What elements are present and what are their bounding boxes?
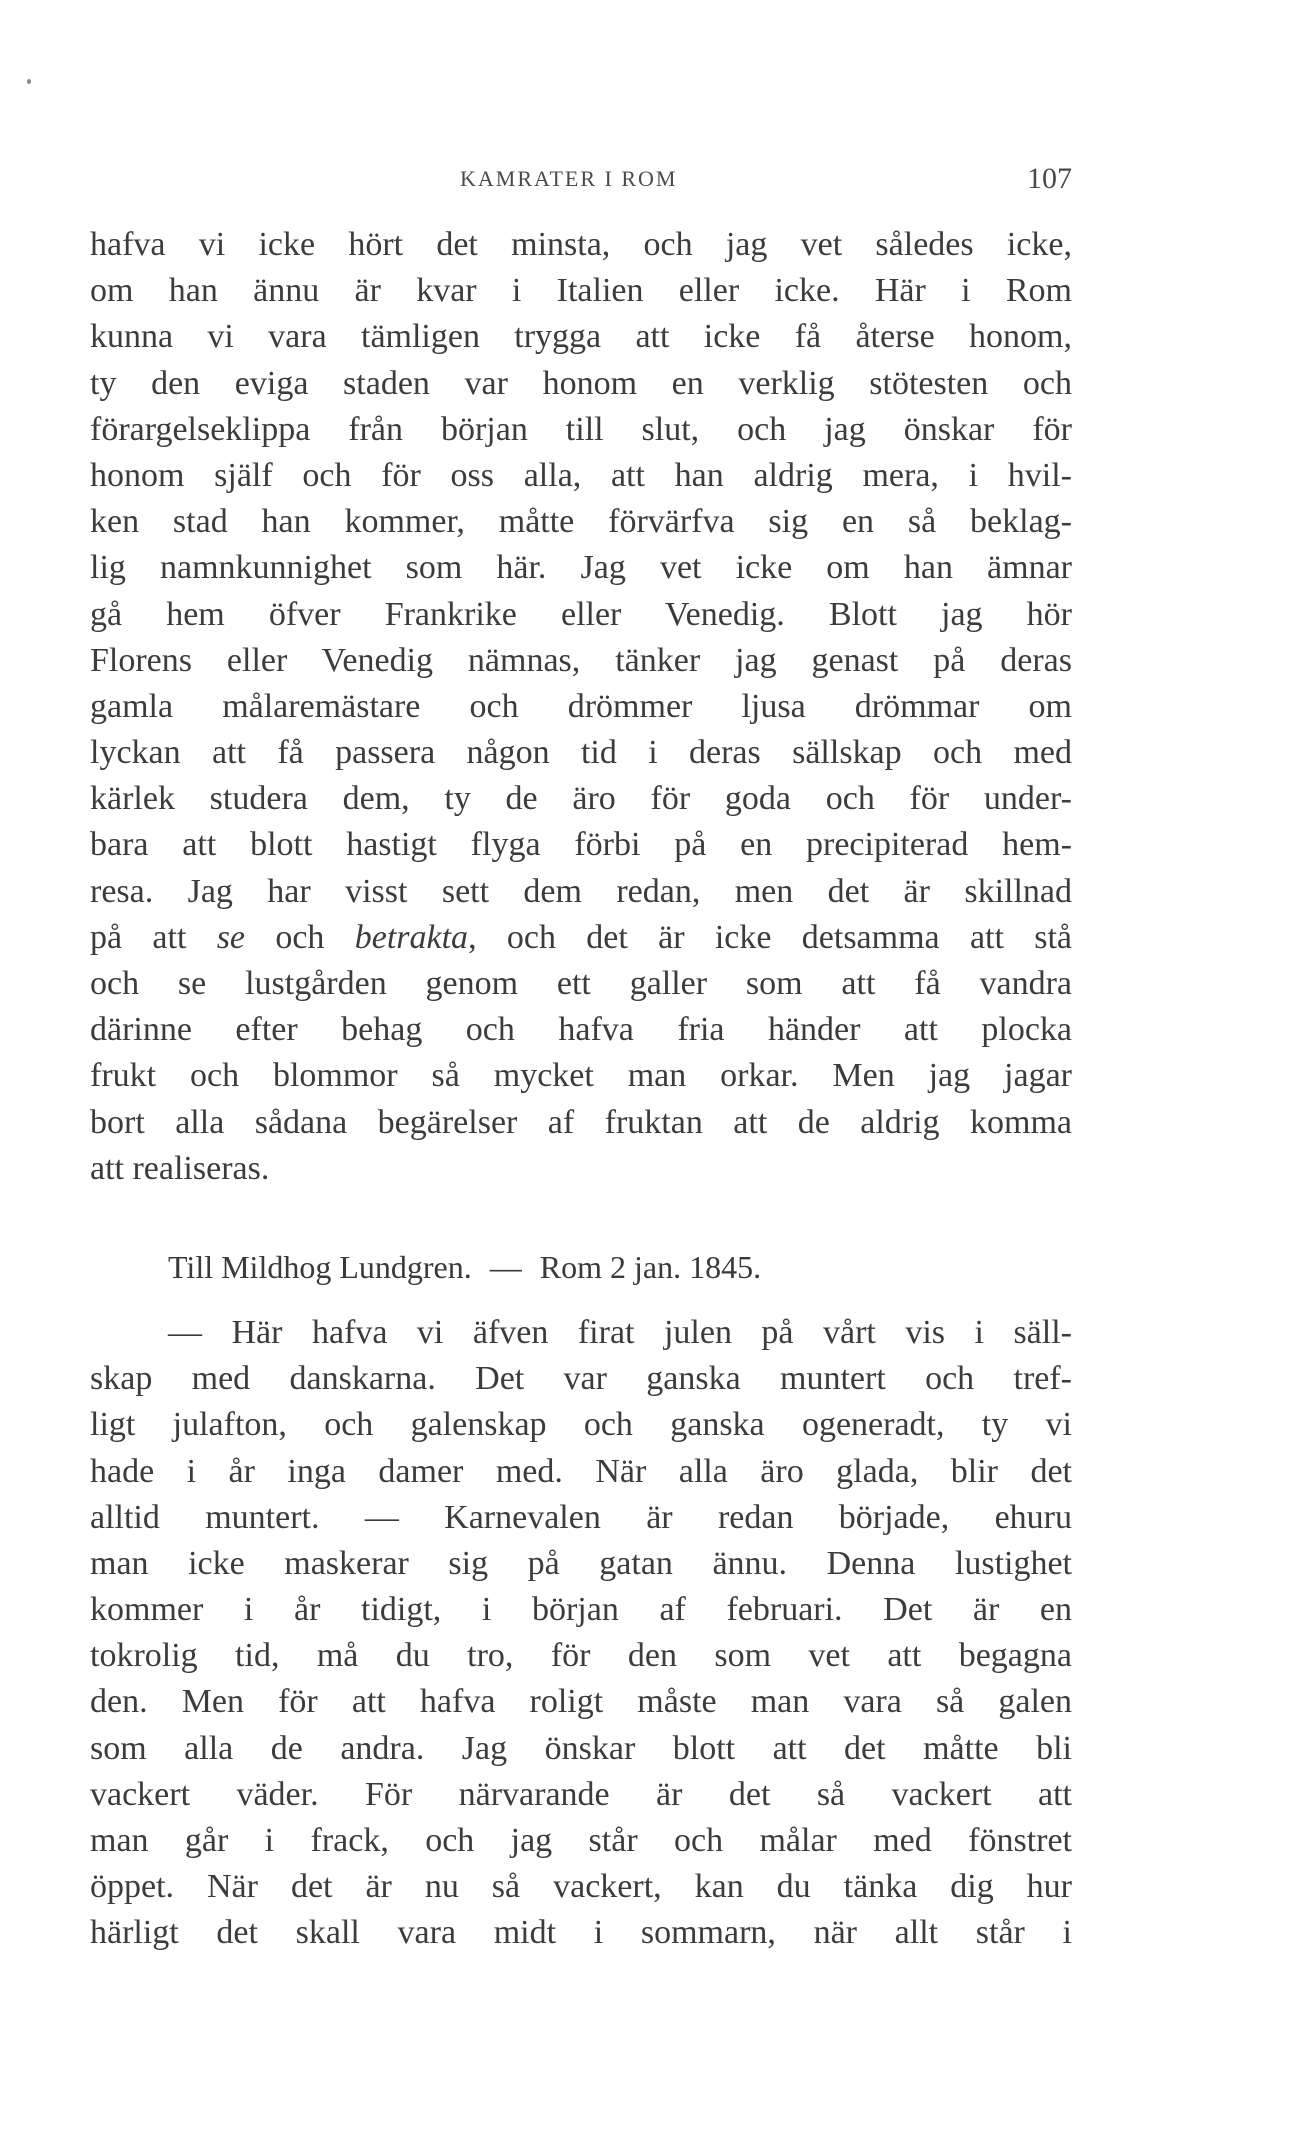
spacer bbox=[90, 1192, 1072, 1242]
page-number: 107 bbox=[1027, 162, 1072, 195]
running-head bbox=[90, 162, 1072, 202]
text-line: ligt julafton, och galenskap och ganska ogeneradt, ty vi bbox=[90, 1406, 1072, 1444]
text-line: Florens eller Venedig nämnas, tänker jag genast på deras bbox=[90, 641, 1072, 679]
text-line: kommer i år tidigt, i början af februari. Det är en bbox=[90, 1591, 1072, 1629]
text-line-emphasis bbox=[90, 915, 1072, 961]
text-run: och bbox=[245, 918, 355, 956]
spacer bbox=[90, 1292, 1072, 1310]
text-line: kärlek studera dem, ty de äro för goda och för under- bbox=[90, 780, 1072, 818]
text-line: förargelseklippa från början till slut, och jag önskar för bbox=[90, 410, 1072, 448]
text-line: hafva vi icke hört det minsta, och jag vet således icke, bbox=[90, 226, 1072, 263]
text-line: man icke maskerar sig på gatan ännu. Denna lustighet bbox=[90, 1544, 1072, 1582]
letter-place-date: Rom 2 jan. 1845. bbox=[539, 1248, 762, 1285]
text-line: att realiseras. bbox=[90, 1149, 270, 1187]
body-text bbox=[90, 222, 1072, 1957]
emphasis-betrakta: betrakta bbox=[354, 918, 469, 956]
text-line: frukt och blommor så mycket man orkar. Men jag jagar bbox=[90, 1057, 1072, 1095]
letter-heading bbox=[90, 1242, 1072, 1292]
text-line: bort alla sådana begärelser af fruktan att de aldrig komma bbox=[90, 1103, 1072, 1141]
text-line: lyckan att få passera någon tid i deras sällskap och med bbox=[90, 734, 1072, 772]
letter-dash: — bbox=[489, 1248, 522, 1285]
text-line: och se lustgården genom ett galler som att få vandra bbox=[90, 965, 1072, 1002]
text-line: skap med danskarna. Det var ganska muntert och tref- bbox=[90, 1360, 1072, 1398]
text-line: därinne efter behag och hafva fria händer att plocka bbox=[90, 1011, 1072, 1049]
paragraph-2 bbox=[90, 1310, 1072, 1957]
text-line: vackert väder. För närvarande är det så vackert att bbox=[90, 1775, 1072, 1813]
paragraph-1 bbox=[90, 222, 1072, 1192]
text-line: alltid muntert. — Karnevalen är redan började, ehuru bbox=[90, 1498, 1072, 1536]
text-line: gå hem öfver Frankrike eller Venedig. Blott jag hör bbox=[90, 595, 1072, 633]
text-run: , och det är icke detsamma att stå bbox=[468, 918, 1072, 956]
text-line: om han ännu är kvar i Italien eller icke. Här i Rom bbox=[90, 272, 1072, 310]
text-line: honom själf och för oss alla, att han aldrig mera, i hvil- bbox=[90, 456, 1072, 494]
text-line: härligt det skall vara midt i sommarn, när allt står i bbox=[90, 1914, 1072, 1952]
print-speck bbox=[27, 79, 31, 84]
text-line: gamla målaremästare och drömmer ljusa drömmar om bbox=[90, 687, 1072, 725]
text-line: den. Men för att hafva roligt måste man vara så galen bbox=[90, 1683, 1072, 1721]
text-line: som alla de andra. Jag önskar blott att det måtte bli bbox=[90, 1729, 1072, 1767]
text-line: bara att blott hastigt flyga förbi på en precipiterad hem- bbox=[90, 826, 1072, 864]
running-title: KAMRATER I ROM bbox=[460, 166, 678, 191]
letter-recipient: Till Mildhog Lundgren. bbox=[168, 1248, 472, 1285]
text-line: ty den eviga staden var honom en verklig stötesten och bbox=[90, 364, 1072, 402]
text-run: på att bbox=[90, 918, 217, 956]
text-line: öppet. När det är nu så vackert, kan du tänka dig hur bbox=[90, 1868, 1072, 1906]
emphasis-se: se bbox=[216, 918, 246, 956]
text-line: man går i frack, och jag står och målar med fönstret bbox=[90, 1822, 1072, 1859]
text-line: hade i år inga damer med. När alla äro glada, blir det bbox=[90, 1452, 1072, 1490]
text-line: tokrolig tid, må du tro, för den som vet att begagna bbox=[90, 1637, 1072, 1675]
text-line: lig namnkunnighet som här. Jag vet icke om han ämnar bbox=[90, 549, 1072, 587]
text-line: ken stad han kommer, måtte förvärfva sig en så beklag- bbox=[90, 503, 1072, 541]
text-line: — Här hafva vi äfven firat julen på vårt vis i säll- bbox=[168, 1313, 1072, 1351]
text-line: kunna vi vara tämligen trygga att icke få återse honom, bbox=[90, 318, 1072, 356]
text-line: resa. Jag har visst sett dem redan, men det är skillnad bbox=[90, 872, 1072, 910]
